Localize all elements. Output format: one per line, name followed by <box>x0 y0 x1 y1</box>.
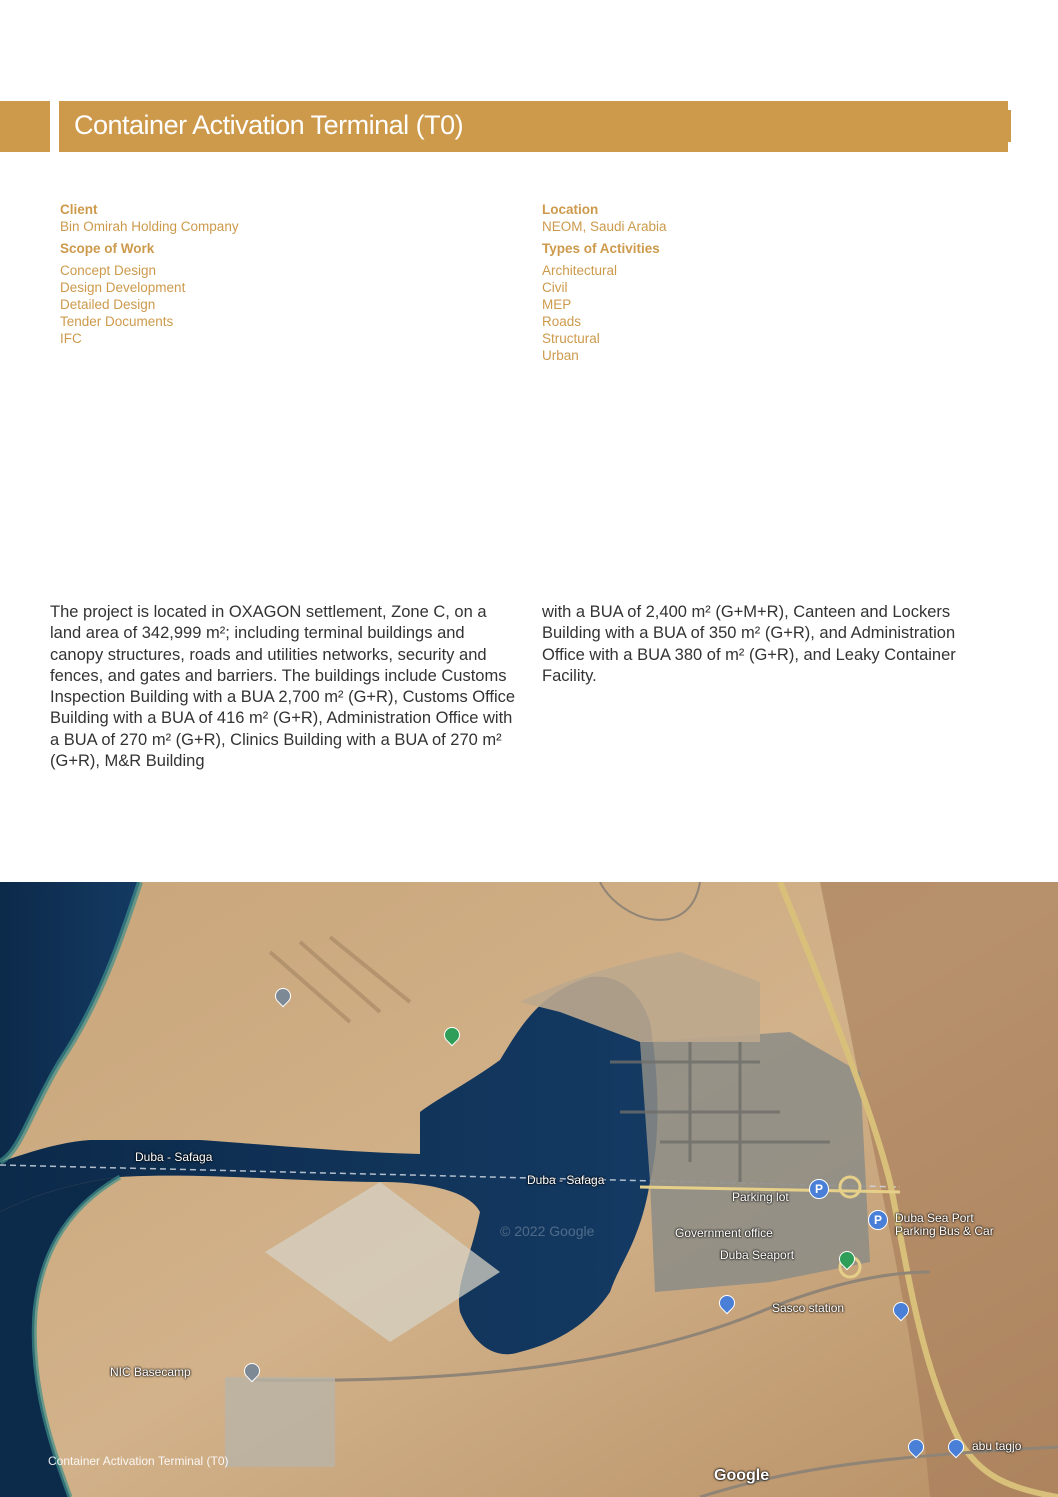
page-title: Container Activation Terminal (T0) <box>74 110 464 140</box>
scope-item: Detailed Design <box>60 297 156 312</box>
client-label: Client <box>60 202 98 217</box>
location-label: Location <box>542 202 599 217</box>
activity-item: Roads <box>542 314 582 329</box>
activity-item: Urban <box>542 348 579 363</box>
map-label-parking: Parking lot <box>732 1190 789 1204</box>
map-label-seaport: Duba Seaport <box>720 1248 795 1262</box>
title-bar-end <box>1008 110 1011 142</box>
parking-icon: P <box>868 1210 888 1230</box>
activity-item: MEP <box>542 297 572 312</box>
map-label-nic: NIC Basecamp <box>110 1365 191 1379</box>
description-left-column: The project is located in OXAGON settlement, Zone C, on a land area of 342,999 m²; including terminal buildings and canopy structures, roads and utilities networks, security and fences, and gates and barriers. The buildings include Customs Inspection Building with a BUA 2,700 m² (G+R), Customs Office Building with a BUA of 416 m² (G+R), Administration Office with a BUA of 270 m² (G+R), Clinics Building with a BUA of 270 m² (G+R), M&R Building <box>50 603 516 771</box>
scope-item: Design Development <box>60 280 186 295</box>
map-label-ferry: Duba - Safaga <box>135 1150 213 1164</box>
client-value: Bin Omirah Holding Company <box>60 219 239 234</box>
parking-icon: P <box>809 1179 829 1199</box>
map-copyright: © 2022 Google <box>500 1223 595 1239</box>
project-info-right <box>542 201 982 364</box>
activities-label: Types of Activities <box>542 241 660 256</box>
activity-item: Architectural <box>542 263 618 278</box>
map-label-ferry: Duba - Safaga <box>527 1173 605 1187</box>
satellite-map <box>0 882 1058 1497</box>
map-label-sasco: Sasco station <box>772 1301 845 1315</box>
activity-item: Structural <box>542 331 600 346</box>
map-label-bus-parking: Parking Bus & Car <box>895 1224 994 1238</box>
scope-item: Tender Documents <box>60 314 174 329</box>
project-info-left <box>60 201 500 347</box>
map-caption: Container Activation Terminal (T0) <box>48 1454 229 1468</box>
location-value: NEOM, Saudi Arabia <box>542 219 667 234</box>
title-bar <box>59 101 1008 152</box>
map-label-tagio: abu tagjo <box>972 1439 1022 1453</box>
description-right-column: with a BUA of 2,400 m² (G+M+R), Canteen and Lockers Building with a BUA of 350 m² (G+R), and Administration Office with a BUA 380 of m² (G+R), and Leaky Container Facility. <box>542 603 956 685</box>
map-label-government-office: Government office <box>675 1226 773 1240</box>
google-watermark: Google <box>714 1467 770 1484</box>
scope-label: Scope of Work <box>60 241 155 256</box>
scope-item: IFC <box>60 331 82 346</box>
activity-item: Civil <box>542 280 568 295</box>
map-label-bus-parking: Duba Sea Port <box>895 1211 974 1225</box>
map-graphic <box>0 882 1058 1497</box>
scope-item: Concept Design <box>60 263 157 278</box>
header-accent-tab <box>0 101 50 152</box>
